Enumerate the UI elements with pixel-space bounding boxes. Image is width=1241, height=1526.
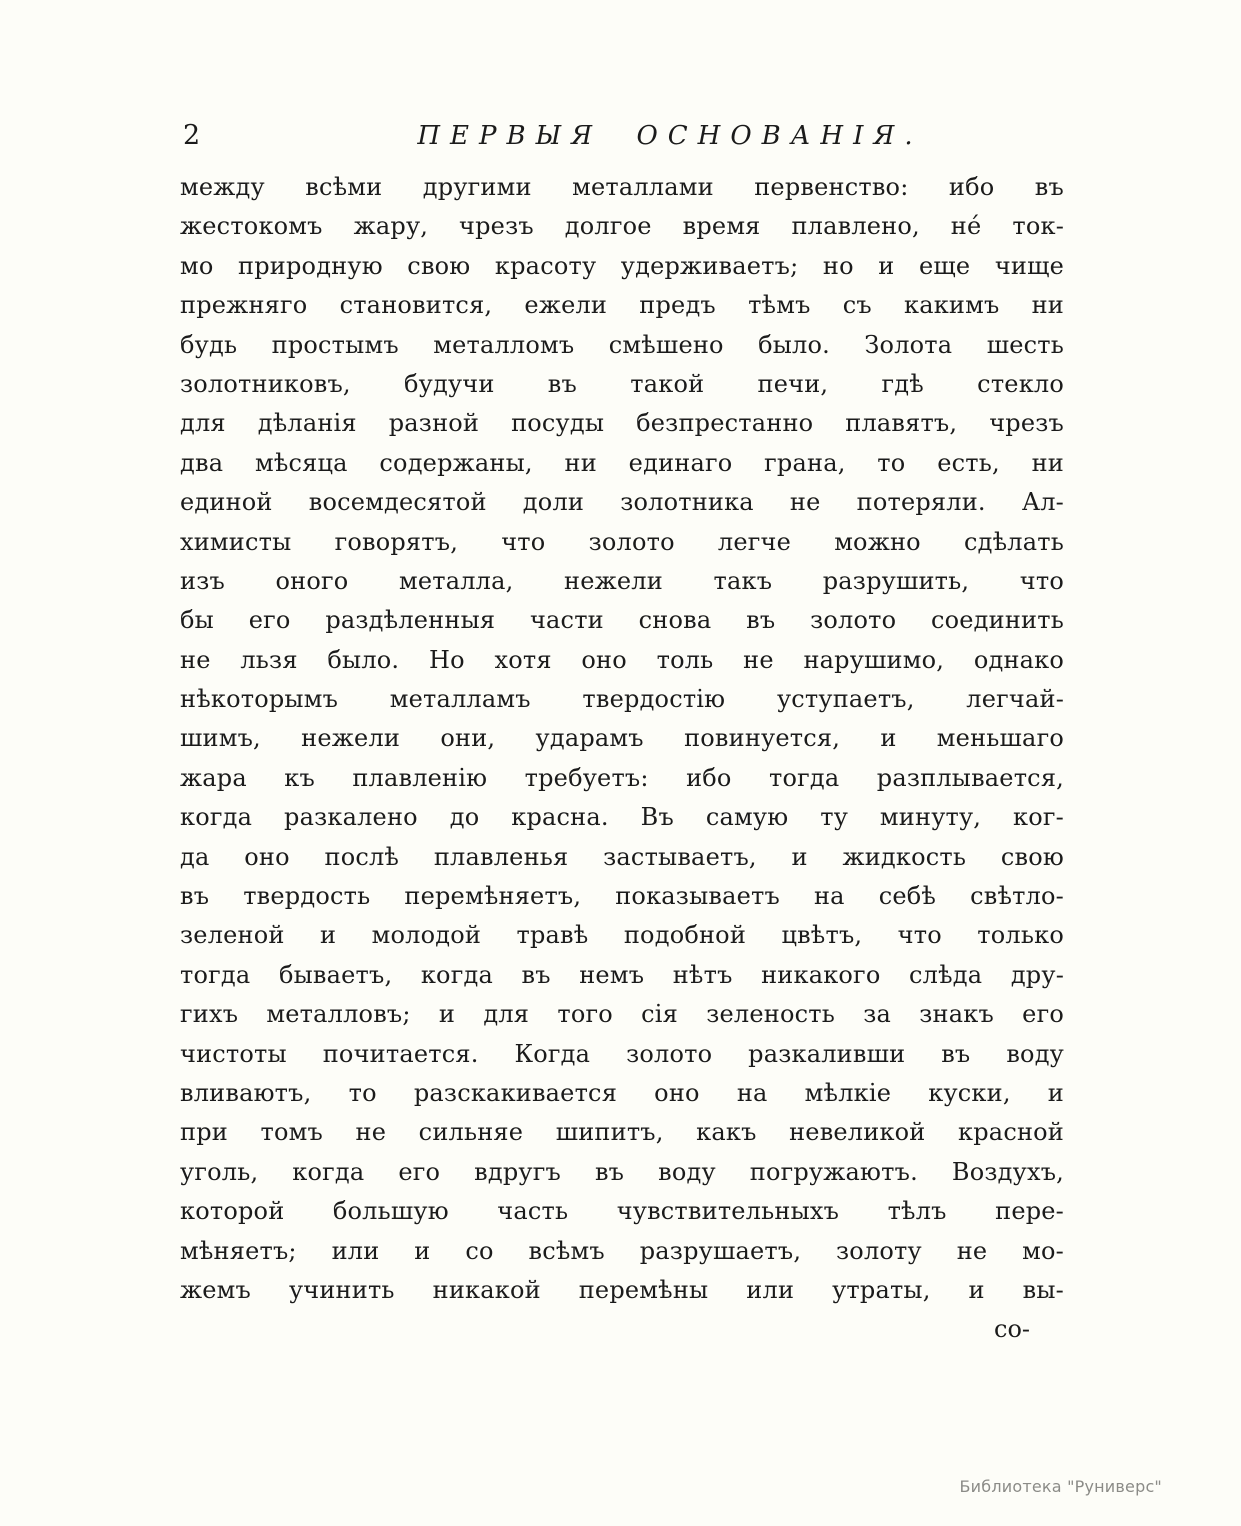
text-line: мо природную свою красоту удерживаетъ; но и еще чище [180, 251, 1064, 280]
text-line: жестокомъ жару, чрезъ долгое время плавлено, не́ ток- [180, 212, 1064, 241]
text-line: бы его раздѣленныя части снова въ золото соединить [180, 606, 1064, 635]
text-line: мѣняетъ; или и со всѣмъ разрушаетъ, золоту не мо- [180, 1236, 1064, 1265]
catchword-row [180, 1310, 1064, 1349]
text-line: между всѣми другими металлами первенство: ибо въ [180, 173, 1064, 201]
text-line: жемъ учинить никакой перемѣны или утраты, и вы- [180, 1275, 1064, 1304]
text-line: прежняго становится, ежели предъ тѣмъ съ какимъ ни [180, 291, 1064, 320]
text-line: шимъ, нежели они, ударамъ повинуется, и меньшаго [180, 724, 1064, 753]
text-line: не льзя было. Но хотя оно толь не нарушимо, однако [180, 645, 1064, 674]
text-line: вливаютъ, то разскакивается оно на мѣлкіе куски, и [180, 1078, 1064, 1107]
text-line: когда разкалено до красна. Въ самую ту минуту, ког- [180, 803, 1064, 832]
body-text-block [180, 168, 1064, 1350]
text-line: будь простымъ металломъ смѣшено было. Золота шесть [180, 330, 1064, 359]
text-line: два мѣсяца содержаны, ни единаго грана, то есть, ни [180, 448, 1064, 477]
text-line: тогда бываетъ, когда въ немъ нѣтъ никакого слѣда дру- [180, 960, 1064, 989]
text-line: единой восемдесятой доли золотника не потеряли. Ал- [180, 488, 1064, 517]
text-line: гихъ металловъ; и для того сія зеленость за знакъ его [180, 1000, 1064, 1029]
text-line: въ твердость перемѣняетъ, показываетъ на себѣ свѣтло- [180, 882, 1064, 911]
text-line: которой большую часть чувствительныхъ тѣлъ пере- [180, 1197, 1064, 1226]
text-line: жара къ плавленію требуетъ: ибо тогда разплывается, [180, 763, 1064, 792]
text-line: золотниковъ, будучи въ такой печи, гдѣ стекло [180, 369, 1064, 398]
text-line: чистоты почитается. Когда золото разкаливши въ воду [180, 1039, 1064, 1068]
text-line: для дѣланія разной посуды безпрестанно плавятъ, чрезъ [180, 409, 1064, 438]
text-line: при томъ не сильняе шипитъ, какъ невеликой красной [180, 1118, 1064, 1147]
text-line: уголь, когда его вдругъ въ воду погружаютъ. Воздухъ, [180, 1157, 1064, 1186]
text-line: химисты говорятъ, что золото легче можно сдѣлать [180, 527, 1064, 556]
text-line: нѣкоторымъ металламъ твердостію уступаетъ, легчай- [180, 685, 1064, 714]
text-line: зеленой и молодой травѣ подобной цвѣтъ, что только [180, 921, 1064, 950]
page-number: 2 [183, 120, 201, 151]
text-line: изъ оного металла, нежели такъ разрушить, что [180, 566, 1064, 595]
library-watermark: Библиотека "Руниверс" [959, 1477, 1162, 1496]
text-line: да оно послѣ плавленья застываетъ, и жидкость свою [180, 842, 1064, 871]
running-title: ПЕРВЫЯ ОСНОВАНІЯ. [417, 121, 923, 151]
catchword: со- [994, 1315, 1030, 1344]
